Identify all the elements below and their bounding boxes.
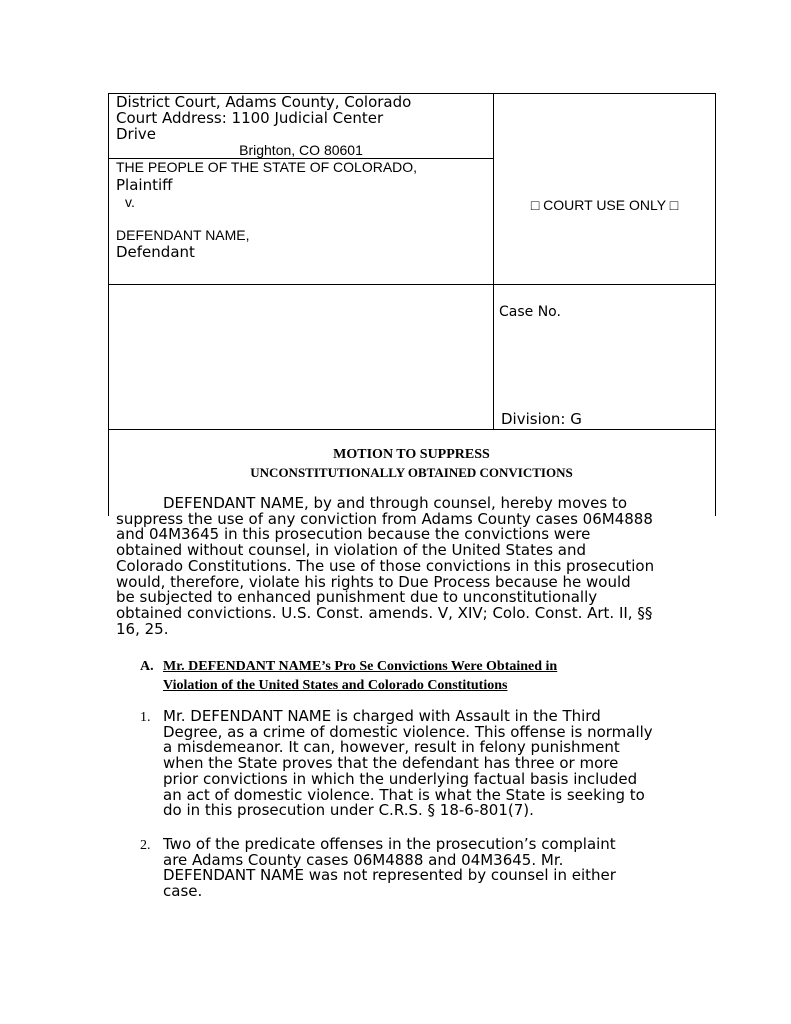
section-heading-line1: Mr. DEFENDANT NAME’s Pro Se Convictions Were Obtained in [163,659,558,674]
item-line: Degree, as a crime of domestic violence. This offense is normally [163,722,653,741]
intro-line: obtained convictions. U.S. Const. amends. V, XIV; Colo. Const. Art. II, §§ [116,603,653,622]
intro-paragraph [116,496,686,637]
item-body [163,837,683,900]
court-address-block [116,94,486,158]
versus: v. [125,194,135,210]
item-line: when the State proves that the defendant has three or more [163,754,619,773]
motion-title: MOTION TO SUPPRESS [333,447,490,462]
court-name: District Court, Adams County, Colorado [116,93,412,111]
court-use-only: □ COURT USE ONLY □ [530,197,679,213]
intro-line: be subjected to enhanced punishment due to unconstitutionally [116,588,598,607]
intro-line: Colorado Constitutions. The use of those convictions in this prosecution [116,556,655,575]
court-city: Brighton, CO 80601 [239,142,363,158]
item-line: a misdemeanor. It can, however, result in felony punishment [163,738,620,757]
item-line: prior convictions in which the underlying factual basis included [163,769,638,788]
intro-line: suppress the use of any conviction from Adams County cases 06M4888 [116,509,653,528]
section-heading-line2: Violation of the United States and Colorado Constitutions [163,678,508,693]
division-label: Division: G [501,410,582,428]
table-border-right [715,93,716,516]
item-line: Mr. DEFENDANT NAME is charged with Assault in the Third [163,707,601,725]
plaintiff-name: THE PEOPLE OF THE STATE OF COLORADO, [116,159,418,175]
item-line: are Adams County cases 06M4888 and 04M3645. Mr. [163,850,564,869]
defendant-role: Defendant [116,243,195,261]
item-line: DEFENDANT NAME was not represented by counsel in either [163,866,616,885]
intro-line: DEFENDANT NAME, by and through counsel, hereby moves to [163,494,628,512]
table-divider-row1 [108,284,716,285]
item-number: 2. [140,838,151,853]
item-line: case. [163,882,203,901]
court-address: Court Address: 1100 Judicial Center [116,109,384,127]
item-line: do in this prosecution under C.R.S. § 18-6-801(7). [163,801,534,820]
item-line: Two of the predicate offenses in the prosecution’s complaint [163,835,616,853]
table-divider-row2 [108,429,716,430]
intro-line: 16, 25. [116,619,169,638]
item-body [163,709,683,819]
intro-line: would, therefore, violate his rights to Due Process because he would [116,572,631,591]
case-number-label: Case No. [499,304,561,320]
item-number: 1. [140,710,151,725]
intro-line: obtained without counsel, in violation of the United States and [116,541,587,560]
defendant-name: DEFENDANT NAME, [116,227,250,243]
intro-line: and 04M3645 in this prosecution because the convictions were [116,525,591,544]
motion-subtitle: UNCONSTITUTIONALLY OBTAINED CONVICTIONS [250,465,573,480]
plaintiff-role: Plaintiff [116,176,173,194]
section-letter: A. [140,659,154,674]
item-line: an act of domestic violence. That is what the State is seeking to [163,785,645,804]
court-address-cont: Drive [116,125,156,143]
parties-block [116,159,417,260]
table-column-divider [493,93,494,430]
